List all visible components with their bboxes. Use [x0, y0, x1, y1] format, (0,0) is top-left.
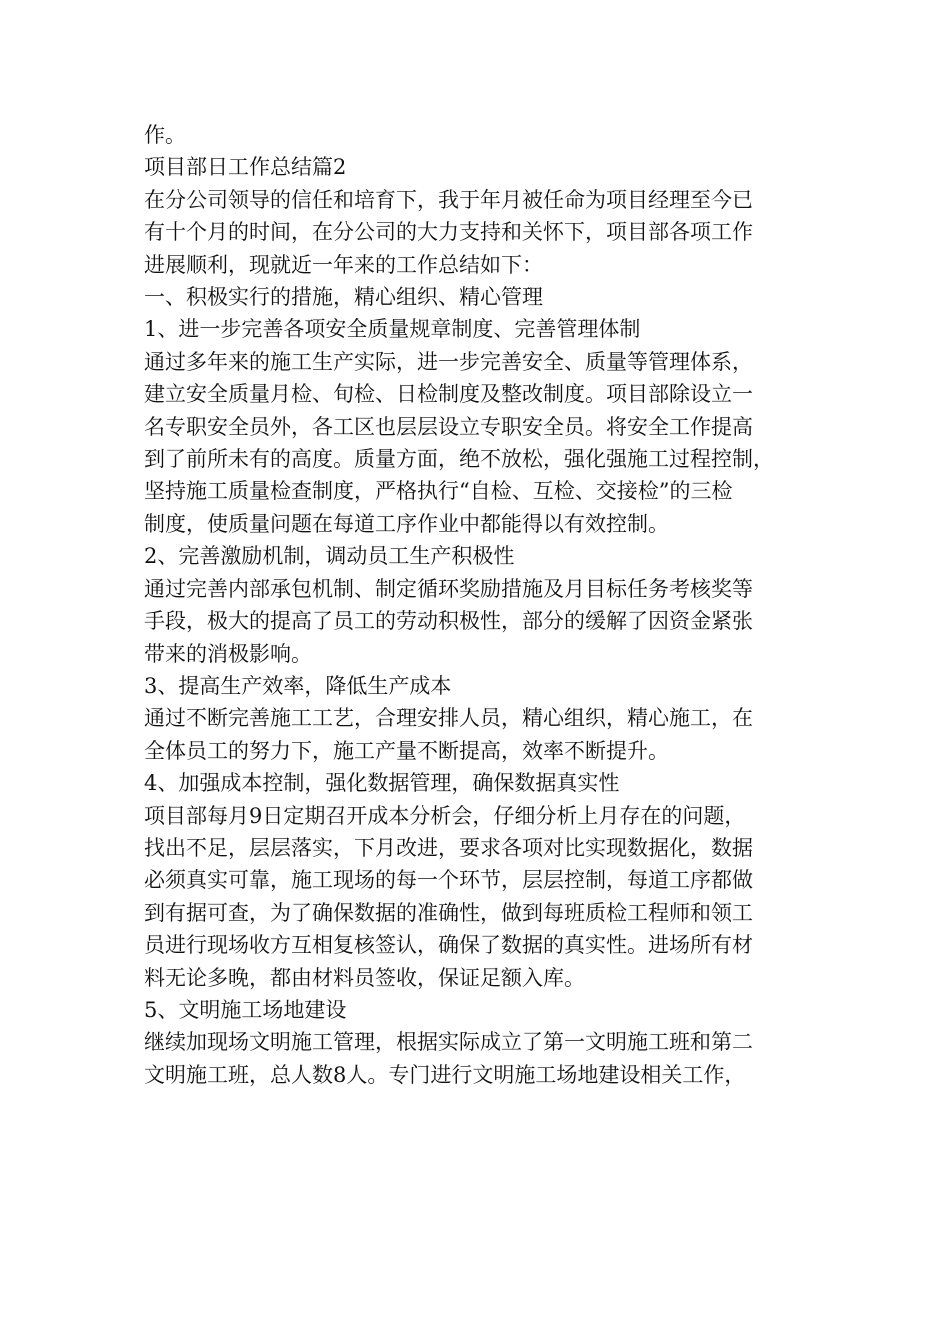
text-line: 通过不断完善施工工艺，合理安排人员，精心组织，精心施工，在	[144, 706, 753, 731]
text-line: 名专职安全员外，各工区也层层设立专职安全员。将安全工作提高	[144, 414, 753, 439]
text-line: 必须真实可靠，施工现场的每一个环节，层层控制，每道工序都做	[144, 868, 753, 893]
subsection-heading: 2、完善激励机制，调动员工生产积极性	[144, 544, 515, 569]
text-line: 继续加现场文明施工管理，根据实际成立了第一文明施工班和第二	[144, 1030, 753, 1055]
text-line: 带来的消极影响。	[144, 641, 312, 666]
text-line: 制度，使质量问题在每道工序作业中都能得以有效控制。	[144, 511, 669, 536]
text-line: 进展顺利，现就近一年来的工作总结如下：	[144, 252, 543, 277]
text-line: 员进行现场收方互相复核签认，确保了数据的真实性。进场所有材	[144, 933, 753, 958]
text-line: 料无论多晚，都由材料员签收，保证足额入库。	[144, 965, 585, 990]
subsection-heading: 3、提高生产效率，降低生产成本	[144, 673, 452, 698]
subsection-heading: 5、文明施工场地建设	[144, 997, 347, 1022]
text-line: 手段，极大的提高了员工的劳动积极性，部分的缓解了因资金紧张	[144, 609, 753, 634]
text-line: 文明施工班，总人数8人。专门进行文明施工场地建设相关工作，	[144, 1062, 746, 1087]
text-line: 全体员工的努力下，施工产量不断提高，效率不断提升。	[144, 738, 669, 763]
text-line: 通过多年来的施工生产实际，进一步完善安全、质量等管理体系，	[144, 349, 753, 374]
text-line: 作。	[144, 123, 186, 147]
text-line: 通过完善内部承包机制、制定循环奖励措施及月目标任务考核奖等	[144, 576, 753, 601]
document-page	[144, 119, 839, 1091]
article-title: 项目部日工作总结篇2	[144, 155, 347, 180]
text-line: 找出不足，层层落实，下月改进，要求各项对比实现数据化，数据	[144, 835, 753, 860]
text-line: 到了前所未有的高度。质量方面，绝不放松，强化强施工过程控制，	[144, 447, 774, 472]
text-line: 项目部每月9日定期召开成本分析会，仔细分析上月存在的问题，	[144, 803, 746, 828]
section-heading: 一、积极实行的措施，精心组织、精心管理	[144, 285, 543, 310]
subsection-heading: 1、进一步完善各项安全质量规章制度、完善管理体制	[144, 317, 641, 342]
text-line: 到有据可查，为了确保数据的准确性，做到每班质检工程师和领工	[144, 900, 753, 925]
subsection-heading: 4、加强成本控制，强化数据管理，确保数据真实性	[144, 771, 620, 796]
text-line: 有十个月的时间，在分公司的大力支持和关怀下，项目部各项工作	[144, 220, 753, 245]
text-line: 在分公司领导的信任和培育下，我于年月被任命为项目经理至今已	[144, 187, 753, 212]
text-line: 坚持施工质量检查制度，严格执行“自检、互检、交接检”的三检	[144, 479, 733, 504]
text-line: 建立安全质量月检、旬检、日检制度及整改制度。项目部除设立一	[144, 382, 753, 407]
